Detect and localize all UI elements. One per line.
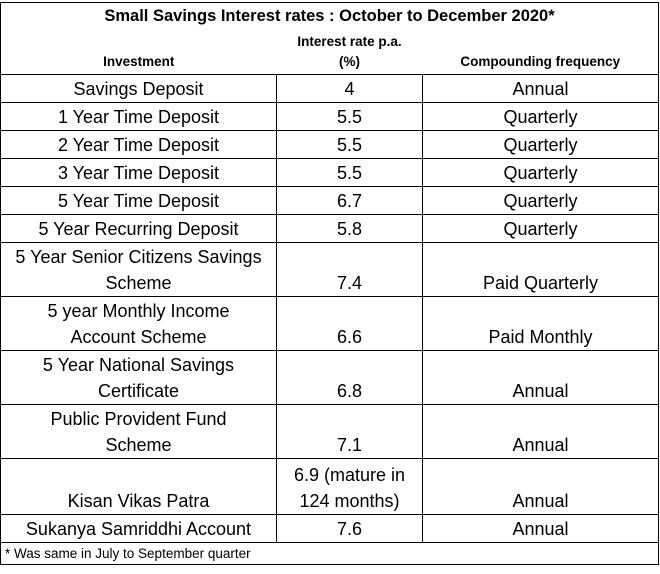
table-row xyxy=(1,159,659,187)
table-row xyxy=(1,515,659,543)
footnote-row xyxy=(1,543,659,565)
investment-cell: 5 Year Time Deposit xyxy=(1,187,277,215)
frequency-cell: Annual xyxy=(423,405,659,459)
rate-cell: 5.5 xyxy=(277,103,423,131)
frequency-cell: Annual xyxy=(423,459,659,515)
investment-cell: 5 Year Recurring Deposit xyxy=(1,215,277,243)
investment-cell: Kisan Vikas Patra xyxy=(1,459,277,515)
rate-line2: 124 months) xyxy=(299,491,400,511)
rate-cell: 6.6 xyxy=(277,297,423,351)
investment-cell xyxy=(1,405,277,459)
table-row xyxy=(1,297,659,351)
frequency-cell: Annual xyxy=(423,351,659,405)
investment-cell: Sukanya Samriddhi Account xyxy=(1,515,277,543)
investment-line2: Account Scheme xyxy=(70,327,207,347)
table-row xyxy=(1,75,659,103)
header-row xyxy=(1,31,659,75)
investment-line2: Certificate xyxy=(97,381,180,401)
table-title: Small Savings Interest rates : October to December 2020* xyxy=(1,3,659,31)
investment-line1: 5 Year National Savings xyxy=(42,355,235,375)
table-row xyxy=(1,405,659,459)
investment-cell xyxy=(1,243,277,297)
investment-line2: Scheme xyxy=(105,435,172,455)
table-row xyxy=(1,103,659,131)
rate-cell: 7.6 xyxy=(277,515,423,543)
frequency-cell: Quarterly xyxy=(423,159,659,187)
rate-cell: 5.5 xyxy=(277,159,423,187)
rate-cell xyxy=(277,459,423,515)
frequency-cell: Quarterly xyxy=(423,131,659,159)
frequency-cell: Annual xyxy=(423,75,659,103)
rate-cell: 6.8 xyxy=(277,351,423,405)
investment-line1: Public Provident Fund xyxy=(50,409,227,429)
frequency-cell: Paid Monthly xyxy=(423,297,659,351)
frequency-cell: Annual xyxy=(423,515,659,543)
investment-cell: 3 Year Time Deposit xyxy=(1,159,277,187)
table-row xyxy=(1,215,659,243)
rate-cell: 4 xyxy=(277,75,423,103)
rate-cell: 5.5 xyxy=(277,131,423,159)
table-row xyxy=(1,351,659,405)
table-row xyxy=(1,187,659,215)
header-interest-rate xyxy=(277,31,423,75)
rate-cell: 5.8 xyxy=(277,215,423,243)
table-row xyxy=(1,131,659,159)
investment-cell xyxy=(1,351,277,405)
investment-line1: 5 year Monthly Income xyxy=(47,301,230,321)
investment-cell: 2 Year Time Deposit xyxy=(1,131,277,159)
table-row xyxy=(1,243,659,297)
investment-line2: Scheme xyxy=(105,273,172,293)
investment-cell: 1 Year Time Deposit xyxy=(1,103,277,131)
frequency-cell: Quarterly xyxy=(423,215,659,243)
footnote: * Was same in July to September quarter xyxy=(1,543,659,565)
header-investment: Investment xyxy=(1,31,277,75)
frequency-cell: Quarterly xyxy=(423,187,659,215)
rate-cell: 7.4 xyxy=(277,243,423,297)
header-interest-rate-line2: (%) xyxy=(339,54,360,69)
interest-rates-table xyxy=(0,2,659,565)
rate-cell: 6.7 xyxy=(277,187,423,215)
header-interest-rate-line1: Interest rate p.a. xyxy=(297,34,402,49)
rate-cell: 7.1 xyxy=(277,405,423,459)
header-compounding-frequency: Compounding frequency xyxy=(423,31,659,75)
investment-cell xyxy=(1,297,277,351)
investment-line1: 5 Year Senior Citizens Savings xyxy=(15,247,262,267)
frequency-cell: Quarterly xyxy=(423,103,659,131)
frequency-cell: Paid Quarterly xyxy=(423,243,659,297)
rate-line1: 6.9 (mature in xyxy=(293,465,406,485)
title-row xyxy=(1,3,659,31)
investment-cell: Savings Deposit xyxy=(1,75,277,103)
table-row xyxy=(1,459,659,515)
rates-sheet xyxy=(0,2,658,564)
